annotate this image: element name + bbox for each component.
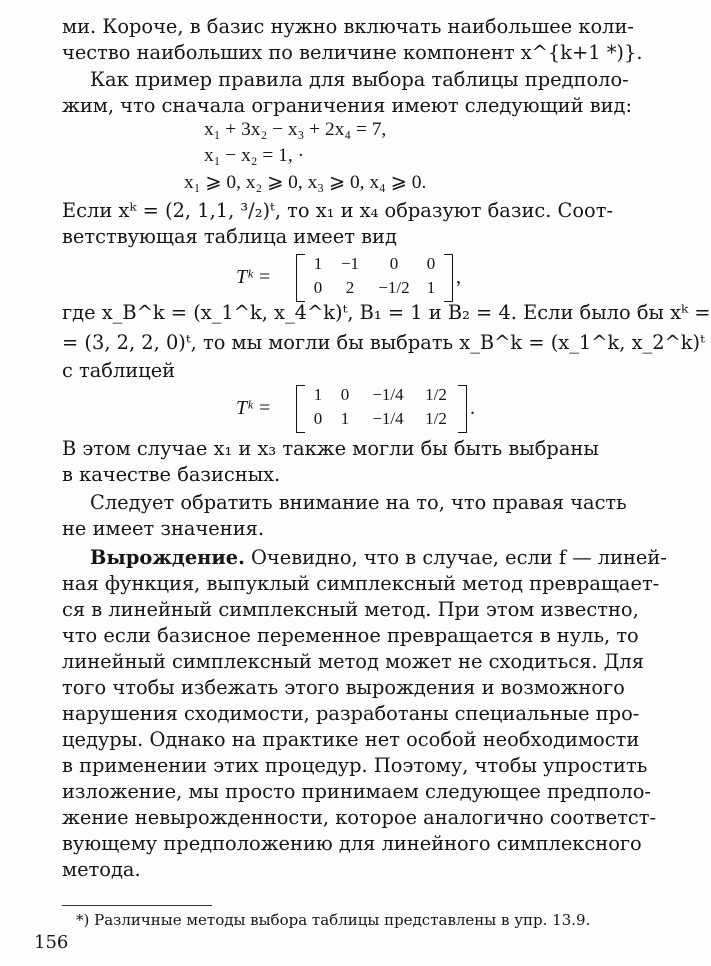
equation-line: x₁ − x₂ = 1, ·: [204, 145, 305, 166]
matrix-lhs: Tᵏ =: [236, 266, 272, 288]
matrix-cell: −1/4: [372, 385, 404, 404]
equation-line: x₁ + 3x₂ − x₃ + 2x₄ = 7,: [204, 119, 387, 140]
section-heading-degeneracy: Вырождение.: [90, 546, 245, 569]
text-line: [90, 545, 667, 571]
text-line: в применении этих процедур. Поэтому, чтобы упростить: [62, 754, 648, 777]
matrix-row: [306, 409, 456, 429]
text-line: = (3, 2, 2, 0)ᵗ, то мы могли бы выбрать x_B^k = (x_1^k, x_2^k)ᵗ: [62, 331, 705, 354]
left-bracket: [296, 385, 305, 433]
matrix-row: [306, 254, 444, 274]
text-line: чество наибольших по величине компонент x^{k+1 *)}.: [62, 41, 643, 64]
right-bracket: [458, 385, 467, 433]
matrix-t-k: [236, 252, 461, 304]
text-line: цедуры. Однако на практике нет особой необходимости: [62, 728, 640, 751]
text-line: В этом случае x₁ и x₃ также могли бы быть выбраны: [62, 437, 599, 460]
text-line: не имеет значения.: [62, 517, 265, 540]
text-line: жение невырожденности, которое аналогично соответст-: [62, 806, 657, 829]
text-line: жим, что сначала ограничения имеют следующий вид:: [62, 94, 633, 117]
text-line: что если базисное переменное превращается в нуль, то: [62, 624, 639, 647]
text-line: метода.: [62, 858, 141, 881]
text-line: вующему предположению для линейного симплексного: [62, 832, 642, 855]
matrix-cell: 2: [345, 278, 355, 297]
matrix-row: [306, 278, 444, 298]
text-line: с таблицей: [62, 359, 176, 382]
matrix-cell: 1: [313, 385, 323, 404]
matrix-cell: −1: [340, 254, 360, 273]
text-line: в качестве базисных.: [62, 463, 281, 486]
text-line: где x_B^k = (x_1^k, x_4^k)ᵗ, B₁ = 1 и B₂ = 4. Если было бы xᵏ =: [62, 301, 711, 324]
matrix-row: [306, 385, 456, 405]
matrix-cell: −1/4: [372, 409, 404, 428]
matrix-cell: 1: [313, 254, 323, 273]
text-line: Если xᵏ = (2, 1,1, ³/₂)ᵗ, то x₁ и x₄ образуют базис. Соот-: [62, 199, 614, 222]
matrix-t-k-alt: [236, 383, 475, 435]
text-run: Очевидно, что в случае, если f — линей-: [251, 546, 667, 569]
right-bracket: [444, 254, 453, 302]
matrix-cell: 1: [426, 278, 436, 297]
text-line: ная функция, выпуклый симплексный метод превращает-: [62, 572, 660, 595]
matrix-punctuation: ,: [456, 266, 461, 288]
matrix-punctuation: .: [470, 397, 475, 419]
matrix-cell: 0: [426, 254, 436, 273]
text-line: изложение, мы просто принимаем следующее предполо-: [62, 780, 651, 803]
matrix-cell: 0: [389, 254, 399, 273]
text-line: Как пример правила для выбора таблицы предполо-: [90, 68, 629, 91]
text-line: Следует обратить внимание на то, что правая часть: [90, 491, 627, 514]
text-line: ся в линейный симплексный метод. При этом известно,: [62, 598, 639, 621]
text-line: ми. Короче, в базис нужно включать наибольшее коли-: [62, 15, 634, 38]
matrix-cell: 0: [313, 409, 323, 428]
matrix-cell: −1/2: [378, 278, 410, 297]
text-line: того чтобы избежать этого вырождения и возможного: [62, 676, 625, 699]
matrix-cell: 0: [313, 278, 323, 297]
matrix-cell: 1/2: [425, 385, 447, 404]
text-line: линейный симплексный метод может не сходиться. Для: [62, 650, 644, 673]
page-number: 156: [34, 932, 69, 953]
text-line: ветствующая таблица имеет вид: [62, 225, 397, 248]
matrix-cell: 1: [340, 409, 350, 428]
matrix-lhs: Tᵏ =: [236, 397, 272, 419]
equation-line: x₁ ⩾ 0, x₂ ⩾ 0, x₃ ⩾ 0, x₄ ⩾ 0.: [184, 172, 427, 193]
left-bracket: [296, 254, 305, 302]
matrix-cell: 1/2: [425, 409, 447, 428]
matrix-cell: 0: [340, 385, 350, 404]
text-line: нарушения сходимости, разработаны специальные про-: [62, 702, 640, 725]
footnote: *) Различные методы выбора таблицы представлены в упр. 13.9.: [76, 911, 591, 929]
footnote-rule: [62, 905, 212, 906]
